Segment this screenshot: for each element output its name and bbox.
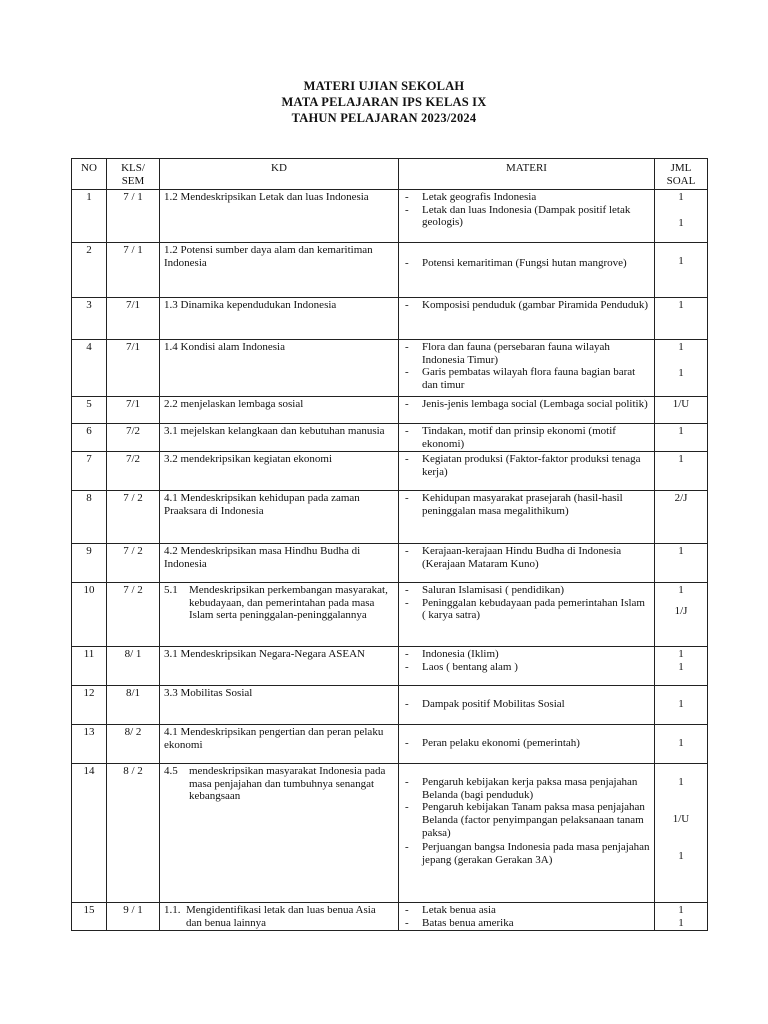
cell-no: 1 — [72, 190, 107, 243]
materi-item: - Kerajaan-kerajaan Hindu Budha di Indonesia (Kerajaan Mataram Kuno) — [403, 545, 650, 570]
cell-no: 5 — [72, 397, 107, 424]
table-row — [72, 190, 708, 243]
materi-item: - Garis pembatas wilayah flora fauna bagian barat dan timur — [403, 366, 650, 391]
cell-no: 13 — [72, 725, 107, 764]
header-materi: MATERI — [399, 159, 655, 190]
header-jml-soal: JML SOAL — [655, 159, 708, 190]
cell-materi — [399, 647, 655, 686]
cell-kd: 2.2 menjelaskan lembaga sosial — [160, 397, 399, 424]
cell-kd: 4.1 Mendeskripsikan kehidupan pada zaman Praaksara di Indonesia — [160, 491, 399, 544]
cell-materi — [399, 491, 655, 544]
cell-materi — [399, 298, 655, 340]
soal-value: 1 — [678, 698, 684, 711]
soal-value: 1 — [678, 453, 684, 466]
table-row — [72, 903, 708, 931]
cell-no: 15 — [72, 903, 107, 931]
cell-soal — [655, 647, 708, 686]
cell-kls: 7/2 — [107, 424, 160, 452]
kd-number: 5.1 — [164, 584, 178, 597]
cell-materi — [399, 903, 655, 931]
table-row — [72, 491, 708, 544]
soal-value: 2/J — [674, 492, 688, 505]
cell-kls: 9 / 1 — [107, 903, 160, 931]
soal-value: 1 — [678, 191, 684, 203]
cell-no: 2 — [72, 243, 107, 298]
cell-no: 11 — [72, 647, 107, 686]
soal-value: 1 — [678, 216, 684, 229]
materi-item: - Kehidupan masyarakat prasejarah (hasil-hasil peninggalan masa megalithikum) — [403, 492, 650, 517]
cell-no: 7 — [72, 452, 107, 491]
materi-item: - Pengaruh kebijakan kerja paksa masa penjajahan Belanda (bagi penduduk) — [403, 776, 650, 801]
kd-text: mendeskripsikan masyarakat Indonesia pada masa penjajahan dan tumbuhnya senangat kebangsaan — [189, 765, 386, 803]
cell-soal — [655, 190, 708, 243]
cell-soal — [655, 903, 708, 931]
materi-item: - Pengaruh kebijakan Tanam paksa masa penjajahan Belanda (factor penyimpangan pelaksanaan tanam paksa) — [403, 801, 650, 839]
cell-soal — [655, 686, 708, 725]
materi-item: - Tindakan, motif dan prinsip ekonomi (motif ekonomi) — [403, 425, 650, 450]
materi-table — [71, 158, 708, 931]
kd-number: 4.5 — [164, 765, 178, 778]
materi-item: - Laos ( bentang alam ) — [403, 661, 650, 674]
materi-item: - Indonesia (Iklim) — [403, 648, 650, 661]
cell-soal — [655, 340, 708, 397]
cell-soal — [655, 298, 708, 340]
cell-kls: 8/1 — [107, 686, 160, 725]
materi-item: - Kegiatan produksi (Faktor-faktor produksi tenaga kerja) — [403, 453, 650, 478]
cell-no: 6 — [72, 424, 107, 452]
cell-soal — [655, 725, 708, 764]
soal-value: 1 — [678, 366, 684, 379]
table-row — [72, 647, 708, 686]
cell-materi — [399, 190, 655, 243]
title-line-2: MATA PELAJARAN IPS KELAS IX — [281, 95, 487, 109]
table-row — [72, 544, 708, 583]
kd-text: Mendeskripsikan perkembangan masyarakat, kebudayaan, dan pemerintahan pada masa Islam serta peninggalan-peninggalannya — [189, 584, 388, 622]
cell-kls: 7/2 — [107, 452, 160, 491]
title-line-3: TAHUN PELAJARAN 2023/2024 — [291, 111, 477, 125]
table-row — [72, 583, 708, 647]
table-row — [72, 243, 708, 298]
soal-value: 1 — [678, 545, 684, 558]
table-row — [72, 424, 708, 452]
soal-value: 1 — [678, 255, 684, 267]
header-kls-sem: KLS/ SEM — [107, 159, 160, 190]
cell-materi — [399, 452, 655, 491]
soal-value: 1/U — [672, 812, 690, 825]
cell-materi — [399, 544, 655, 583]
cell-materi — [399, 583, 655, 647]
soal-value: 1 — [678, 425, 684, 437]
cell-no: 4 — [72, 340, 107, 397]
soal-value: 1 — [678, 737, 684, 750]
soal-value: 1 — [678, 916, 684, 929]
cell-kls: 7 / 2 — [107, 544, 160, 583]
cell-kls: 8/ 1 — [107, 647, 160, 686]
kd-number: 1.1. — [164, 904, 181, 917]
cell-no: 9 — [72, 544, 107, 583]
cell-kd: 1.2 Mendeskripsikan Letak dan luas Indonesia — [160, 190, 399, 243]
cell-materi — [399, 243, 655, 298]
title-line-1: MATERI UJIAN SEKOLAH — [303, 79, 465, 93]
cell-kd: 3.3 Mobilitas Sosial — [160, 686, 399, 725]
materi-item: - Potensi kemaritiman (Fungsi hutan mangrove) — [403, 257, 650, 270]
materi-item: - Perjuangan bangsa Indonesia pada masa penjajahan jepang (gerakan Gerakan 3A) — [403, 841, 650, 866]
cell-kls: 7/1 — [107, 397, 160, 424]
soal-value: 1 — [678, 660, 684, 673]
cell-materi — [399, 340, 655, 397]
soal-value: 1/J — [674, 604, 688, 617]
cell-soal — [655, 544, 708, 583]
materi-item: - Peninggalan kebudayaan pada pemerintahan Islam ( karya satra) — [403, 597, 650, 622]
cell-materi — [399, 424, 655, 452]
cell-kd: 1.3 Dinamika kependudukan Indonesia — [160, 298, 399, 340]
materi-item: - Letak dan luas Indonesia (Dampak positif letak geologis) — [403, 204, 650, 229]
cell-materi — [399, 686, 655, 725]
cell-kd: 3.1 mejelskan kelangkaan dan kebutuhan manusia — [160, 424, 399, 452]
cell-kls: 7/1 — [107, 298, 160, 340]
cell-soal — [655, 583, 708, 647]
table-header-row — [72, 159, 708, 190]
cell-soal — [655, 397, 708, 424]
cell-kls: 7 / 1 — [107, 243, 160, 298]
table-row — [72, 397, 708, 424]
cell-no: 14 — [72, 764, 107, 903]
table-row — [72, 764, 708, 903]
cell-kls: 8 / 2 — [107, 764, 160, 903]
cell-kd — [160, 764, 399, 903]
soal-value: 1 — [678, 648, 684, 661]
materi-item: - Peran pelaku ekonomi (pemerintah) — [403, 737, 650, 750]
cell-no: 12 — [72, 686, 107, 725]
cell-soal — [655, 243, 708, 298]
cell-kd: 1.4 Kondisi alam Indonesia — [160, 340, 399, 397]
cell-kls: 7 / 2 — [107, 491, 160, 544]
cell-materi — [399, 397, 655, 424]
table-row — [72, 298, 708, 340]
cell-kd: 4.2 Mendeskripsikan masa Hindhu Budha di Indonesia — [160, 544, 399, 583]
kd-text: Mengidentifikasi letak dan luas benua Asia dan benua lainnya — [186, 904, 376, 929]
document-title — [0, 78, 768, 126]
cell-materi — [399, 764, 655, 903]
cell-kd: 1.2 Potensi sumber daya alam dan kemaritiman Indonesia — [160, 243, 399, 298]
materi-item: - Letak benua asia — [403, 904, 650, 917]
cell-kls: 7 / 2 — [107, 583, 160, 647]
cell-kd: 4.1 Mendeskripsikan pengertian dan peran pelaku ekonomi — [160, 725, 399, 764]
materi-item: - Flora dan fauna (persebaran fauna wilayah Indonesia Timur) — [403, 341, 650, 366]
cell-soal — [655, 491, 708, 544]
soal-value: 1 — [678, 776, 684, 789]
cell-soal — [655, 424, 708, 452]
soal-value: 1/U — [672, 398, 690, 410]
materi-item: - Saluran Islamisasi ( pendidikan) — [403, 584, 650, 597]
header-no: NO — [72, 159, 107, 190]
table-row — [72, 340, 708, 397]
soal-value: 1 — [678, 341, 684, 353]
materi-item: - Komposisi penduduk (gambar Piramida Penduduk) — [403, 299, 650, 312]
materi-item: - Jenis-jenis lembaga social (Lembaga social politik) — [403, 398, 650, 411]
soal-value: 1 — [678, 850, 684, 863]
cell-materi — [399, 725, 655, 764]
materi-item: - Letak geografis Indonesia — [403, 191, 650, 204]
cell-no: 10 — [72, 583, 107, 647]
cell-kls: 8/ 2 — [107, 725, 160, 764]
cell-soal — [655, 452, 708, 491]
cell-kls: 7/1 — [107, 340, 160, 397]
soal-value: 1 — [678, 299, 684, 311]
soal-value: 1 — [678, 584, 684, 597]
cell-soal — [655, 764, 708, 903]
cell-no: 3 — [72, 298, 107, 340]
cell-kls: 7 / 1 — [107, 190, 160, 243]
materi-item: - Dampak positif Mobilitas Sosial — [403, 698, 650, 711]
soal-value: 1 — [678, 904, 684, 917]
materi-item: - Batas benua amerika — [403, 917, 650, 930]
table-row — [72, 686, 708, 725]
cell-no: 8 — [72, 491, 107, 544]
cell-kd: 3.1 Mendeskripsikan Negara-Negara ASEAN — [160, 647, 399, 686]
header-kd: KD — [160, 159, 399, 190]
cell-kd — [160, 903, 399, 931]
cell-kd: 3.2 mendekripsikan kegiatan ekonomi — [160, 452, 399, 491]
cell-kd — [160, 583, 399, 647]
table-row — [72, 725, 708, 764]
table-row — [72, 452, 708, 491]
